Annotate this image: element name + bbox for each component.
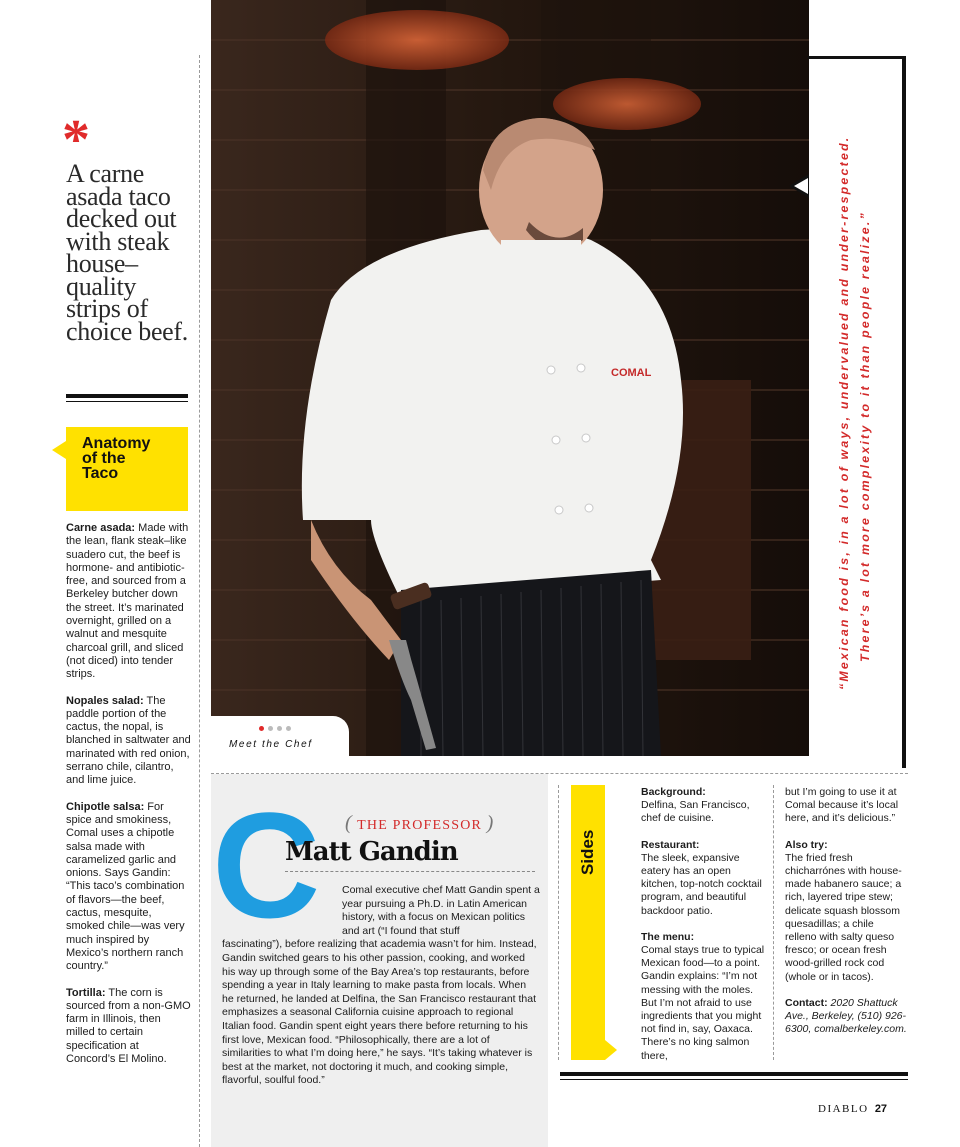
anatomy-title-line: Taco <box>82 465 119 482</box>
anatomy-title <box>82 436 182 481</box>
photo-caption: Meet the Chef <box>229 739 313 750</box>
divider <box>66 394 188 398</box>
sides-entry <box>785 997 907 1037</box>
quote-line: There’s a lot more complexity to it than people realize.” <box>858 211 872 662</box>
sides-entry <box>641 931 765 1063</box>
sides-label <box>578 815 598 875</box>
column-rule <box>558 785 559 1060</box>
sides-entry <box>785 839 907 984</box>
carousel-dot[interactable] <box>268 726 273 731</box>
entry-text: Comal stays true to typical Mexican food—to a point. Gandin explains: “I’m not messing with the moles. But I’m not afraid to use ingredients that you might not find in, say, Oaxaca. There’s no king salmon there, <box>641 944 765 1062</box>
carousel-dot[interactable] <box>286 726 291 731</box>
sides-column-1 <box>641 786 765 1076</box>
divider <box>560 1079 908 1080</box>
asterisk-icon: * <box>62 109 90 171</box>
folio <box>818 1103 887 1115</box>
kicker-paren: ) <box>486 812 495 834</box>
entry-text: but I’m going to use it at Comal because it’s local here, and it’s delicious.” <box>785 786 899 825</box>
entry-text: Delfina, San Francisco, chef de cuisine. <box>641 799 750 825</box>
anatomy-notch <box>52 441 66 459</box>
carousel-dot[interactable] <box>259 726 264 731</box>
sides-column-2 <box>785 786 907 1049</box>
carousel-dot[interactable] <box>277 726 282 731</box>
item-text: The corn is sourced from a non-GMO farm in Illinois, then milled to certain specification at Concord’s El Molino. <box>66 986 191 1065</box>
entry-label: The menu: <box>641 930 695 943</box>
list-item <box>66 522 191 682</box>
column-rule <box>199 55 200 1147</box>
pull-quote: A carne asada taco decked out with steak house–quality strips of choice beef. <box>66 159 188 346</box>
list-item <box>66 695 191 788</box>
anatomy-title-line: Anatomy <box>82 435 151 452</box>
quote-line: “Mexican food is, in a lot of ways, undervalued and under-respected. <box>837 135 851 690</box>
drop-cap: C <box>212 781 321 949</box>
item-label: Tortilla: <box>66 986 106 999</box>
page-number: 27 <box>874 1103 888 1115</box>
quote-notch <box>794 178 808 194</box>
kicker-text: THE PROFESSOR <box>357 818 483 833</box>
kicker <box>345 812 494 835</box>
list-item <box>66 987 191 1067</box>
divider <box>560 1072 908 1076</box>
list-item <box>66 801 191 974</box>
article-lead: Comal executive chef Matt Gandin spent a year pursuing a Ph.D. in Latin American history, with a focus on Mexican politics and art (“I found that stuff <box>342 884 540 937</box>
photo-caption-tab <box>211 716 349 756</box>
column-rule <box>773 785 774 1060</box>
entry-label: Also try: <box>785 838 828 851</box>
divider <box>66 401 188 402</box>
kicker-paren: ( <box>345 812 353 834</box>
item-text: Made with the lean, flank steak–like suadero cut, the beef is hormone- and antibiotic-free, and sourced from a Berkeley butcher down the street. It’s marinated overnight, grilled on a walnut and mesquite charcoal grill, and sliced (not diced) into tender strips. <box>66 522 189 681</box>
name-rule <box>285 871 535 872</box>
anatomy-title-line: of the <box>82 450 126 467</box>
item-text: For spice and smokiness, Comal uses a chipotle salsa made with caramelized garlic and onions. Says Gandin: “This taco’s combination of flavors—the beef, cactus, mesquite, smoked chile—was very much inspired by Mexico’s northern ranch country.” <box>66 800 185 973</box>
sides-label-text: Sides <box>578 829 597 875</box>
item-text: The paddle portion of the cactus, the nopal, is blanched in saltwater and marinated with red onion, serrano chile, cilantro, and lime juice. <box>66 694 191 787</box>
entry-label: Contact: <box>785 996 828 1009</box>
entry-label: Restaurant: <box>641 838 700 851</box>
vertical-quote-text <box>834 120 882 690</box>
item-label: Carne asada: <box>66 522 136 534</box>
article-rest: fascinating”), before realizing that academia wasn’t for him. Instead, Gandin switched gears to his other passion, cooking, and worked his way up through some of the Bay Area’s top restaurants, before spending a year in Italy learning to make pasta from locals. When he returned, he landed at Delfina, the San Francisco restaurant that emphasizes a seasonal California cuisine approach to regional Italian food. Gandin spent eight years there before returning to his first love, Mexican food. “Philosophically, there are a lot of similarities to what I’m doing here,” he says. “It’s taking whatever is best at the market, not doctoring it much, and cooking simple, flavorful, soulful food.” <box>222 938 537 1087</box>
item-label: Nopales salad: <box>66 694 144 707</box>
chef-photo <box>211 0 809 756</box>
sides-notch <box>605 1040 617 1060</box>
apron-logo: COMAL <box>611 367 652 379</box>
chef-name: Matt Gandin <box>285 837 458 867</box>
item-label: Chipotle salsa: <box>66 800 145 813</box>
entry-text: The sleek, expansive eatery has an open kitchen, top-notch cocktail program, and beautiful backdoor patio. <box>641 851 762 917</box>
magazine-name: DIABLO <box>818 1103 869 1115</box>
sides-entry <box>785 786 907 826</box>
article-body <box>222 884 540 1088</box>
vertical-quote <box>834 120 882 690</box>
anatomy-list <box>66 522 191 1079</box>
contact-link[interactable]: 2020 Shattuck Ave., Berkeley, (510) 926-6300, comalberkeley.com. <box>785 996 907 1036</box>
sides-entry <box>641 786 765 826</box>
entry-text: The fried fresh chicharrónes with house-made habanero sauce; a rich, layered tripe stew; delicate squash blossom quesadillas; a chile relleno with salty queso fresco; or ocean fresh wood-grilled rock cod (whole or in tacos). <box>785 851 902 983</box>
entry-label: Background: <box>641 786 706 798</box>
carousel-dots[interactable] <box>259 726 295 731</box>
sides-entry <box>641 839 765 918</box>
